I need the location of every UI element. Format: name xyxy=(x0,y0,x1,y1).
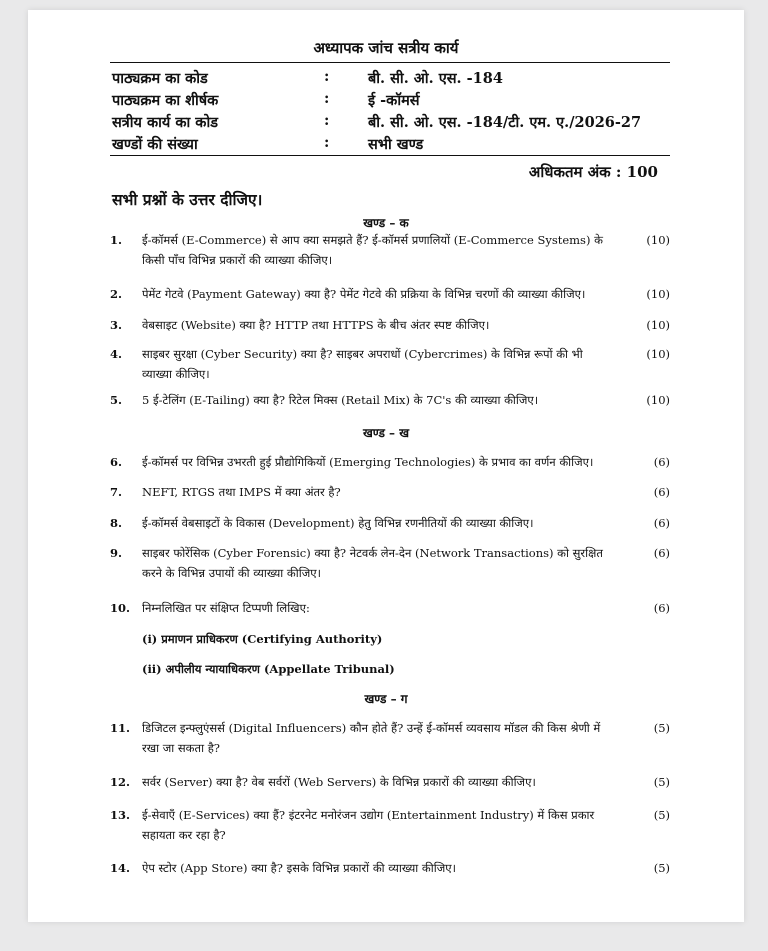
question-text: पेमेंट गेटवे (Payment Gateway) क्या है? पेमेंट गेटवे की प्रक्रिया के विभिन्न चरणों की व्याख्या कीजिए। xyxy=(142,287,586,301)
section-title-a: खण्ड – क xyxy=(363,216,409,230)
question-marks: (6) xyxy=(653,516,670,530)
question-marks: (6) xyxy=(653,455,670,469)
info-row-course-code xyxy=(112,68,672,90)
info-colon: : xyxy=(324,112,330,129)
question-11 xyxy=(110,718,670,758)
question-text: साइबर फोरेंसिक (Cyber Forensic) क्या है? नेटवर्क लेन-देन (Network Transactions) को सुरक्षित करने के विभिन्न उपायों की व्याख्या कीजिए। xyxy=(142,546,603,580)
question-text: डिजिटल इन्फ्लुएंसर्स (Digital Influencers) कौन होते हैं? उन्हें ई-कॉमर्स व्यवसाय मॉडल की किस श्रेणी में रखा जा सकता है? xyxy=(142,721,601,755)
assignment-page xyxy=(28,10,744,922)
document-title: अध्यापक जांच सत्रीय कार्य xyxy=(313,39,459,57)
question-number: 4. xyxy=(110,347,123,361)
question-9 xyxy=(110,543,670,583)
question-text: NEFT, RTGS तथा IMPS में क्या अंतर है? xyxy=(142,485,341,499)
question-marks: (10) xyxy=(646,393,670,407)
question-12 xyxy=(110,772,670,792)
info-row-blocks xyxy=(112,134,672,156)
question-number: 14. xyxy=(110,861,131,875)
info-label: पाठ्यक्रम का शीर्षक xyxy=(112,92,219,109)
question-2 xyxy=(110,284,670,304)
question-marks: (10) xyxy=(646,233,670,247)
question-number: 8. xyxy=(110,516,123,530)
question-marks: (6) xyxy=(653,485,670,499)
question-marks: (5) xyxy=(653,861,670,875)
question-marks: (6) xyxy=(653,601,670,615)
question-6 xyxy=(110,452,670,472)
question-text: ई-सेवाएँ (E-Services) क्या हैं? इंटरनेट मनोरंजन उद्योग (Entertainment Industry) में किस प्रकार सहायता कर रहा है? xyxy=(142,808,595,842)
info-colon: : xyxy=(324,134,330,151)
info-value: ई -कॉमर्स xyxy=(368,92,420,109)
question-marks: (10) xyxy=(646,287,670,301)
question-text: साइबर सुरक्षा (Cyber Security) क्या है? साइबर अपराधों (Cybercrimes) के विभिन्न रूपों की भी व्याख्या कीजिए। xyxy=(142,347,583,381)
question-number: 11. xyxy=(110,721,131,735)
question-text: सर्वर (Server) क्या है? वेब सर्वरों (Web Servers) के विभिन्न प्रकारों की व्याख्या कीजिए। xyxy=(142,775,536,789)
question-number: 3. xyxy=(110,318,123,332)
question-10 xyxy=(110,598,670,618)
question-5 xyxy=(110,390,670,410)
question-number: 13. xyxy=(110,808,131,822)
question-4 xyxy=(110,344,670,384)
question-text: निम्नलिखित पर संक्षिप्त टिप्पणी लिखिए: xyxy=(142,601,310,615)
sub-item-certifying-authority: (i) प्रमाणन प्राधिकरण (Certifying Authority) xyxy=(142,632,383,646)
info-value: सभी खण्ड xyxy=(368,136,424,153)
question-number: 1. xyxy=(110,233,123,247)
question-13 xyxy=(110,805,670,845)
question-marks: (5) xyxy=(653,808,670,822)
question-text: 5 ई-टेलिंग (E-Tailing) क्या है? रिटेल मिक्स (Retail Mix) के 7C's की व्याख्या कीजिए। xyxy=(142,393,539,407)
question-text: ऐप स्टोर (App Store) क्या है? इसके विभिन्न प्रकारों की व्याख्या कीजिए। xyxy=(142,861,456,875)
question-number: 10. xyxy=(110,601,131,615)
info-row-course-title xyxy=(112,90,672,112)
top-rule xyxy=(110,62,670,63)
question-text: ई-कॉमर्स (E-Commerce) से आप क्या समझते हैं? ई-कॉमर्स प्रणालियों (E-Commerce Systems) के किसी पाँच विभिन्न प्रकारों की व्याख्या कीजिए। xyxy=(142,233,603,267)
question-marks: (10) xyxy=(646,347,670,361)
section-title-b: खण्ड – ख xyxy=(362,426,410,440)
section-title-c: खण्ड – ग xyxy=(364,692,408,706)
sub-item-appellate-tribunal: (ii) अपीलीय न्यायाधिकरण (Appellate Tribunal) xyxy=(142,662,395,676)
question-text: ई-कॉमर्स वेबसाइटों के विकास (Development) हेतु विभिन्न रणनीतियों की व्याख्या कीजिए। xyxy=(142,516,534,530)
info-value: बी. सी. ओ. एस. -184/टी. एम. ए./2026-27 xyxy=(368,114,642,131)
question-text: वेबसाइट (Website) क्या है? HTTP तथा HTTPS के बीच अंतर स्पष्ट कीजिए। xyxy=(142,318,490,332)
info-colon: : xyxy=(324,90,330,107)
question-number: 2. xyxy=(110,287,123,301)
question-8 xyxy=(110,513,670,533)
question-1 xyxy=(110,230,670,270)
question-7 xyxy=(110,482,670,502)
question-number: 7. xyxy=(110,485,123,499)
question-number: 6. xyxy=(110,455,123,469)
info-colon: : xyxy=(324,68,330,85)
question-3 xyxy=(110,315,670,335)
question-14 xyxy=(110,858,670,878)
question-number: 12. xyxy=(110,775,131,789)
question-marks: (5) xyxy=(653,775,670,789)
info-row-assignment-code xyxy=(112,112,672,134)
info-label: सत्रीय कार्य का कोड xyxy=(112,114,218,131)
info-value: बी. सी. ओ. एस. -184 xyxy=(368,70,503,87)
info-label: खण्डों की संख्या xyxy=(112,136,198,153)
instruction: सभी प्रश्नों के उत्तर दीजिए। xyxy=(112,190,263,209)
question-marks: (10) xyxy=(646,318,670,332)
bottom-rule xyxy=(110,155,670,156)
max-marks: अधिकतम अंक : 100 xyxy=(528,163,658,181)
question-text: ई-कॉमर्स पर विभिन्न उभरती हुई प्रौद्योगिकियों (Emerging Technologies) के प्रभाव का वर्णन कीजिए। xyxy=(142,455,594,469)
info-label: पाठ्यक्रम का कोड xyxy=(112,70,208,87)
question-number: 9. xyxy=(110,546,123,560)
question-marks: (6) xyxy=(653,546,670,560)
question-number: 5. xyxy=(110,393,123,407)
question-marks: (5) xyxy=(653,721,670,735)
